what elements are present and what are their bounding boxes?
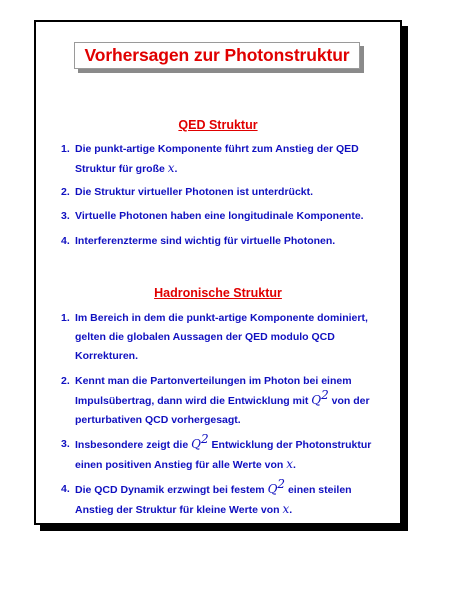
item-text: einen positiven Anstieg für alle Werte von [75,459,287,471]
item-text: Die QCD Dynamik erzwingt bei festem [75,484,268,496]
hadronic-heading: Hadronische Struktur [154,286,282,300]
item-number: 3. [61,438,70,450]
item-text: Interferenzterme sind wichtig für virtuelle Photonen. [75,235,336,247]
item-text: Insbesondere zeigt die [75,439,192,451]
item-number: 1. [61,143,70,155]
math-variable: x [286,457,293,471]
item-number: 1. [61,312,70,324]
item-text: von der [328,395,370,407]
math-variable: x [167,161,175,175]
math-exponent: 2 [200,432,209,446]
item-text: . [289,504,293,516]
page-title: Vorhersagen zur Photonstruktur [84,45,350,65]
item-number: 3. [61,210,70,222]
item-text: Im Bereich in dem die punkt-artige Komponente dominiert, [75,312,368,324]
item-number: 4. [61,235,70,247]
qed-heading: QED Struktur [178,118,258,132]
item-text: gelten die globalen Aussagen der QED modulo QCD [75,331,335,343]
item-text: . [174,163,178,175]
math-variable: x [282,502,290,516]
item-text: Die Struktur virtueller Photonen ist unterdrückt. [75,186,314,198]
item-text: Korrekturen. [75,350,139,362]
item-text: Virtuelle Photonen haben eine longitudinale Komponente. [75,210,364,222]
item-text: . [293,459,296,471]
math-variable: Q [191,437,201,451]
item-text: Impulsübertrag, dann wird die Entwicklung mit [75,395,312,407]
item-text: Entwicklung der Photonstruktur [208,439,372,451]
math-variable: Q [267,482,278,496]
item-text: Die punkt-artige Komponente führt zum Anstieg der QED [75,143,359,155]
math-exponent: 2 [321,388,329,402]
math-variable: Q [311,393,322,407]
item-number: 2. [61,186,70,198]
item-text: einen steilen [285,484,352,496]
item-text: perturbativen QCD vorhergesagt. [75,414,241,426]
item-text: Struktur für große [75,163,168,175]
title-box [74,42,360,69]
item-number: 4. [61,483,70,495]
slide-frame [34,20,402,525]
item-number: 2. [61,375,70,387]
item-text: Anstieg der Struktur für kleine Werte von [75,504,283,516]
item-text: Kennt man die Partonverteilungen im Photon bei einem [75,375,352,387]
math-exponent: 2 [277,477,286,491]
